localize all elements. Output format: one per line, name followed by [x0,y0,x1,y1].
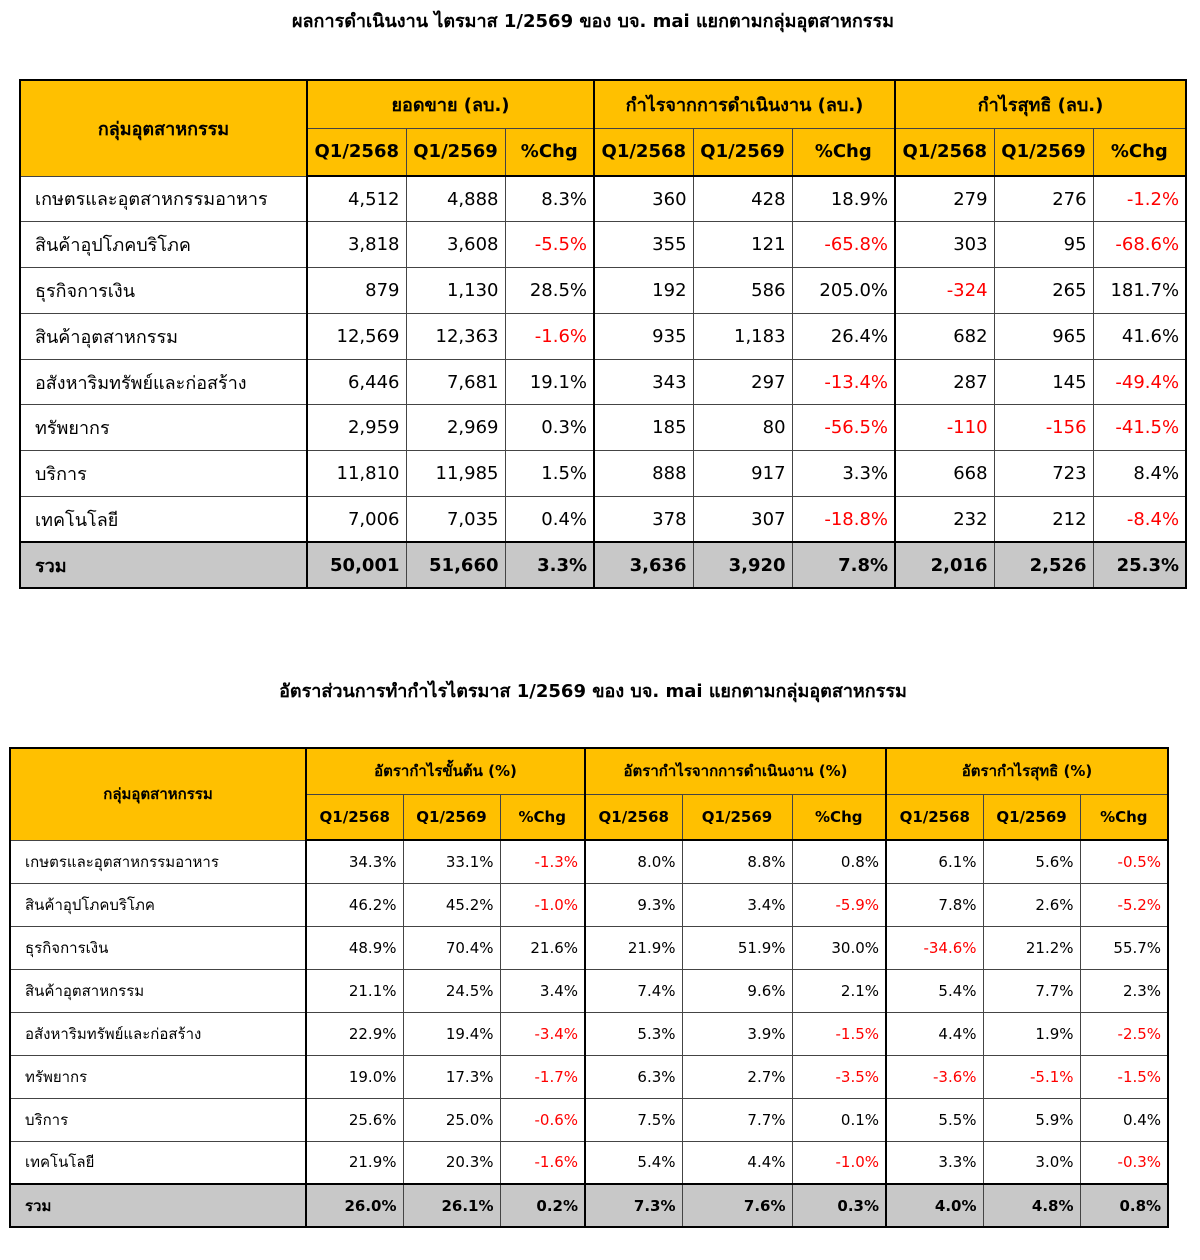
value-cell: 428 [693,176,792,222]
table-row [10,883,1168,926]
value-cell: 24.5% [403,969,500,1012]
value-cell: 19.0% [306,1055,403,1098]
value-cell: 2.6% [983,883,1080,926]
value-cell: 586 [693,268,792,314]
value-cell: 2.7% [682,1055,792,1098]
table-row [10,926,1168,969]
value-cell: 7,681 [406,359,505,405]
value-cell: 8.4% [1093,451,1186,497]
value-cell: 205.0% [792,268,895,314]
value-cell: 7.8% [886,883,983,926]
value-cell: 25.3% [1093,542,1186,588]
value-cell: 355 [594,222,693,268]
value-cell: -1.3% [500,840,585,883]
value-cell: 8.3% [505,176,594,222]
category-cell: เทคโนโลยี [10,1141,306,1184]
value-cell: 3.4% [500,969,585,1012]
value-cell: 21.6% [500,926,585,969]
value-cell: 7.8% [792,542,895,588]
value-cell: 1,183 [693,313,792,359]
sub-header-q1-2568: Q1/2568 [585,794,682,840]
value-cell: 11,985 [406,451,505,497]
value-cell: 682 [895,313,994,359]
value-cell: 4.8% [983,1184,1080,1227]
value-cell: -41.5% [1093,405,1186,451]
value-cell: 935 [594,313,693,359]
value-cell: 5.5% [886,1098,983,1141]
value-cell: 2,016 [895,542,994,588]
value-cell: 41.6% [1093,313,1186,359]
category-cell: บริการ [20,451,307,497]
table-row [10,1055,1168,1098]
value-cell: 5.3% [585,1012,682,1055]
value-cell: 33.1% [403,840,500,883]
value-cell: 2,959 [307,405,406,451]
value-cell: 0.4% [505,497,594,543]
value-cell: 45.2% [403,883,500,926]
value-cell: 21.9% [585,926,682,969]
value-cell: -56.5% [792,405,895,451]
value-cell: 5.9% [983,1098,1080,1141]
category-cell: ทรัพยากร [10,1055,306,1098]
value-cell: 12,363 [406,313,505,359]
table1-title: ผลการดำเนินงาน ไตรมาส 1/2569 ของ บจ. mai แยกตามกลุ่มอุตสาหกรรม [291,11,895,32]
value-cell: 51.9% [682,926,792,969]
value-cell: 4.4% [682,1141,792,1184]
value-cell: 7.5% [585,1098,682,1141]
sub-header-chg: %Chg [505,128,594,176]
value-cell: 2.1% [792,969,886,1012]
category-cell: รวม [20,542,307,588]
value-cell: -1.5% [792,1012,886,1055]
category-header: กลุ่มอุตสาหกรรม [10,748,306,840]
value-cell: 343 [594,359,693,405]
value-cell: -5.1% [983,1055,1080,1098]
value-cell: 5.6% [983,840,1080,883]
value-cell: 9.6% [682,969,792,1012]
table-row [20,268,1186,314]
value-cell: 307 [693,497,792,543]
table-row [10,840,1168,883]
value-cell: -34.6% [886,926,983,969]
net-margin-group-header: อัตรากำไรสุทธิ (%) [886,748,1168,794]
value-cell: 181.7% [1093,268,1186,314]
value-cell: 723 [994,451,1093,497]
value-cell: 232 [895,497,994,543]
net-profit-group-header: กำไรสุทธิ (ลบ.) [895,80,1186,128]
value-cell: 4,888 [406,176,505,222]
table-row [10,1098,1168,1141]
category-cell: ธุรกิจการเงิน [20,268,307,314]
total-row [20,542,1186,588]
value-cell: -1.0% [792,1141,886,1184]
value-cell: 0.8% [1080,1184,1168,1227]
value-cell: -1.6% [505,313,594,359]
value-cell: 26.0% [306,1184,403,1227]
value-cell: 0.8% [792,840,886,883]
value-cell: 287 [895,359,994,405]
value-cell: 19.4% [403,1012,500,1055]
value-cell: -1.6% [500,1141,585,1184]
value-cell: 20.3% [403,1141,500,1184]
value-cell: -3.4% [500,1012,585,1055]
category-cell: ธุรกิจการเงิน [10,926,306,969]
value-cell: 965 [994,313,1093,359]
table-row [10,969,1168,1012]
value-cell: 2.3% [1080,969,1168,1012]
sales-group-header: ยอดขาย (ลบ.) [307,80,594,128]
value-cell: -2.5% [1080,1012,1168,1055]
value-cell: 0.3% [505,405,594,451]
value-cell: 50,001 [307,542,406,588]
value-cell: 21.1% [306,969,403,1012]
value-cell: 51,660 [406,542,505,588]
value-cell: -1.2% [1093,176,1186,222]
value-cell: 0.1% [792,1098,886,1141]
sub-header-q1-2569: Q1/2569 [403,794,500,840]
value-cell: 6.1% [886,840,983,883]
total-row [10,1184,1168,1227]
table-row [20,222,1186,268]
value-cell: 5.4% [886,969,983,1012]
value-cell: 3.4% [682,883,792,926]
table2-title: อัตราส่วนการทำกำไรไตรมาส 1/2569 ของ บจ. mai แยกตามกลุ่มอุตสาหกรรม [279,681,907,702]
value-cell: 297 [693,359,792,405]
value-cell: 19.1% [505,359,594,405]
value-cell: 25.6% [306,1098,403,1141]
table-row [20,313,1186,359]
value-cell: -3.6% [886,1055,983,1098]
value-cell: 7.6% [682,1184,792,1227]
value-cell: 2,969 [406,405,505,451]
value-cell: 80 [693,405,792,451]
value-cell: 5.4% [585,1141,682,1184]
value-cell: 7,006 [307,497,406,543]
value-cell: 3,608 [406,222,505,268]
value-cell: 378 [594,497,693,543]
sub-header-q1-2569: Q1/2569 [994,128,1093,176]
sub-header-q1-2568: Q1/2568 [895,128,994,176]
value-cell: 26.4% [792,313,895,359]
value-cell: 12,569 [307,313,406,359]
value-cell: -5.2% [1080,883,1168,926]
category-cell: เกษตรและอุตสาหกรรมอาหาร [20,176,307,222]
operating-profit-group-header: กำไรจากการดำเนินงาน (ลบ.) [594,80,895,128]
category-cell: เทคโนโลยี [20,497,307,543]
value-cell: -156 [994,405,1093,451]
gross-margin-group-header: อัตรากำไรขั้นต้น (%) [306,748,585,794]
value-cell: -110 [895,405,994,451]
value-cell: -1.7% [500,1055,585,1098]
table-row [20,497,1186,543]
category-cell: อสังหาริมทรัพย์และก่อสร้าง [20,359,307,405]
sub-header-chg: %Chg [792,794,886,840]
value-cell: 4.0% [886,1184,983,1227]
value-cell: 0.4% [1080,1098,1168,1141]
table-row [20,176,1186,222]
value-cell: 3.3% [792,451,895,497]
value-cell: 3,920 [693,542,792,588]
value-cell: 18.9% [792,176,895,222]
category-cell: บริการ [10,1098,306,1141]
value-cell: 8.0% [585,840,682,883]
profitability-ratio-table [9,747,1169,1228]
value-cell: 3.3% [505,542,594,588]
value-cell: -65.8% [792,222,895,268]
value-cell: -5.9% [792,883,886,926]
value-cell: -324 [895,268,994,314]
value-cell: -49.4% [1093,359,1186,405]
sub-header-q1-2568: Q1/2568 [886,794,983,840]
value-cell: 17.3% [403,1055,500,1098]
value-cell: 55.7% [1080,926,1168,969]
value-cell: 192 [594,268,693,314]
sub-header-q1-2569: Q1/2569 [682,794,792,840]
category-cell: ทรัพยากร [20,405,307,451]
value-cell: 34.3% [306,840,403,883]
value-cell: 0.3% [792,1184,886,1227]
table-row [10,1012,1168,1055]
table-row [20,359,1186,405]
value-cell: 7.7% [983,969,1080,1012]
value-cell: 2,526 [994,542,1093,588]
value-cell: 7.7% [682,1098,792,1141]
sub-header-q1-2568: Q1/2568 [594,128,693,176]
value-cell: 11,810 [307,451,406,497]
category-cell: สินค้าอุตสาหกรรม [20,313,307,359]
category-cell: สินค้าอุปโภคบริโภค [10,883,306,926]
value-cell: 21.9% [306,1141,403,1184]
value-cell: -1.0% [500,883,585,926]
category-cell: สินค้าอุปโภคบริโภค [20,222,307,268]
value-cell: 3.3% [886,1141,983,1184]
value-cell: 22.9% [306,1012,403,1055]
operating-results-table [19,79,1187,589]
value-cell: -0.3% [1080,1141,1168,1184]
value-cell: 25.0% [403,1098,500,1141]
value-cell: -13.4% [792,359,895,405]
value-cell: -5.5% [505,222,594,268]
value-cell: 9.3% [585,883,682,926]
category-cell: เกษตรและอุตสาหกรรมอาหาร [10,840,306,883]
value-cell: 7,035 [406,497,505,543]
sub-header-chg: %Chg [1093,128,1186,176]
value-cell: 668 [895,451,994,497]
value-cell: 303 [895,222,994,268]
value-cell: -0.6% [500,1098,585,1141]
value-cell: 6.3% [585,1055,682,1098]
value-cell: 1.5% [505,451,594,497]
value-cell: -68.6% [1093,222,1186,268]
value-cell: 21.2% [983,926,1080,969]
value-cell: 276 [994,176,1093,222]
sub-header-q1-2568: Q1/2568 [306,794,403,840]
value-cell: 95 [994,222,1093,268]
value-cell: 879 [307,268,406,314]
value-cell: 0.2% [500,1184,585,1227]
value-cell: 360 [594,176,693,222]
table-row [20,405,1186,451]
value-cell: 8.8% [682,840,792,883]
sub-header-chg: %Chg [792,128,895,176]
sub-header-q1-2569: Q1/2569 [693,128,792,176]
value-cell: 30.0% [792,926,886,969]
value-cell: 70.4% [403,926,500,969]
sub-header-chg: %Chg [1080,794,1168,840]
category-cell: รวม [10,1184,306,1227]
value-cell: 212 [994,497,1093,543]
value-cell: 1,130 [406,268,505,314]
value-cell: 279 [895,176,994,222]
sub-header-chg: %Chg [500,794,585,840]
value-cell: 3.9% [682,1012,792,1055]
category-cell: สินค้าอุตสาหกรรม [10,969,306,1012]
value-cell: -3.5% [792,1055,886,1098]
value-cell: 3,636 [594,542,693,588]
value-cell: 888 [594,451,693,497]
value-cell: 3,818 [307,222,406,268]
value-cell: -0.5% [1080,840,1168,883]
operating-margin-group-header: อัตรากำไรจากการดำเนินงาน (%) [585,748,886,794]
category-header: กลุ่มอุตสาหกรรม [20,80,307,176]
value-cell: 917 [693,451,792,497]
value-cell: 1.9% [983,1012,1080,1055]
value-cell: 4.4% [886,1012,983,1055]
value-cell: 145 [994,359,1093,405]
value-cell: -1.5% [1080,1055,1168,1098]
value-cell: 6,446 [307,359,406,405]
value-cell: 7.3% [585,1184,682,1227]
value-cell: 121 [693,222,792,268]
value-cell: 26.1% [403,1184,500,1227]
sub-header-q1-2569: Q1/2569 [983,794,1080,840]
table-row [20,451,1186,497]
value-cell: 3.0% [983,1141,1080,1184]
value-cell: 7.4% [585,969,682,1012]
value-cell: 185 [594,405,693,451]
table-row [10,1141,1168,1184]
value-cell: -18.8% [792,497,895,543]
value-cell: -8.4% [1093,497,1186,543]
sub-header-q1-2568: Q1/2568 [307,128,406,176]
sub-header-q1-2569: Q1/2569 [406,128,505,176]
value-cell: 265 [994,268,1093,314]
value-cell: 28.5% [505,268,594,314]
category-cell: อสังหาริมทรัพย์และก่อสร้าง [10,1012,306,1055]
value-cell: 4,512 [307,176,406,222]
value-cell: 46.2% [306,883,403,926]
value-cell: 48.9% [306,926,403,969]
